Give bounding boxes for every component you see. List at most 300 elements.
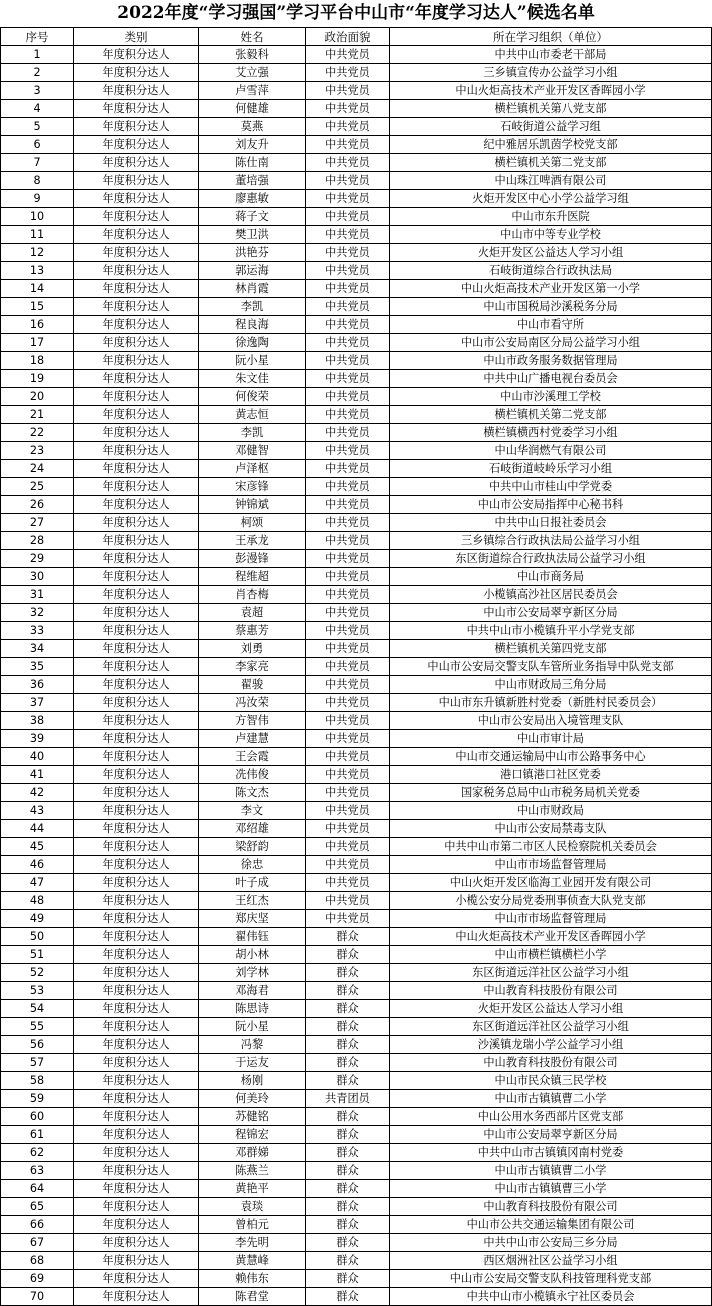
cell-category: 年度积分达人 bbox=[74, 892, 199, 910]
table-row bbox=[1, 388, 712, 406]
cell-name: 刘友升 bbox=[199, 136, 306, 154]
cell-name: 卢泽枢 bbox=[199, 460, 306, 478]
table-row bbox=[1, 874, 712, 892]
cell-political-status: 群众 bbox=[306, 1000, 390, 1018]
cell-name: 李先明 bbox=[199, 1234, 306, 1252]
table-row bbox=[1, 82, 712, 100]
cell-political-status: 中共党员 bbox=[306, 730, 390, 748]
cell-name: 程锦宏 bbox=[199, 1126, 306, 1144]
cell-category: 年度积分达人 bbox=[74, 118, 199, 136]
cell-index: 21 bbox=[1, 406, 74, 424]
cell-name: 赖伟东 bbox=[199, 1270, 306, 1288]
cell-organization: 三乡镇综合行政执法局公益学习小组 bbox=[390, 532, 712, 550]
cell-political-status: 中共党员 bbox=[306, 64, 390, 82]
cell-name: 林肖霞 bbox=[199, 280, 306, 298]
cell-organization: 中共中山广播电视台委员会 bbox=[390, 370, 712, 388]
table-body bbox=[1, 46, 712, 1306]
cell-organization: 中山教育科技股份有限公司 bbox=[390, 1198, 712, 1216]
table-row bbox=[1, 730, 712, 748]
cell-name: 何俊荣 bbox=[199, 388, 306, 406]
cell-organization: 中山市公安局交警支队车管所业务指导中队党支部 bbox=[390, 658, 712, 676]
cell-index: 9 bbox=[1, 190, 74, 208]
cell-political-status: 群众 bbox=[306, 1270, 390, 1288]
cell-index: 70 bbox=[1, 1288, 74, 1306]
cell-political-status: 中共党员 bbox=[306, 640, 390, 658]
cell-category: 年度积分达人 bbox=[74, 622, 199, 640]
cell-name: 陈燕兰 bbox=[199, 1162, 306, 1180]
header-political-status: 政治面貌 bbox=[306, 28, 390, 46]
cell-category: 年度积分达人 bbox=[74, 1000, 199, 1018]
cell-name: 陈仕南 bbox=[199, 154, 306, 172]
cell-name: 阮小星 bbox=[199, 1018, 306, 1036]
cell-index: 42 bbox=[1, 784, 74, 802]
cell-organization: 中山市沙溪理工学校 bbox=[390, 388, 712, 406]
cell-political-status: 群众 bbox=[306, 982, 390, 1000]
cell-organization: 小榄镇高沙社区居民委员会 bbox=[390, 586, 712, 604]
cell-category: 年度积分达人 bbox=[74, 1270, 199, 1288]
table-row bbox=[1, 1234, 712, 1252]
cell-category: 年度积分达人 bbox=[74, 550, 199, 568]
table-row bbox=[1, 226, 712, 244]
cell-name: 程维超 bbox=[199, 568, 306, 586]
cell-category: 年度积分达人 bbox=[74, 352, 199, 370]
cell-organization: 中山市公安局南区分局公益学习小组 bbox=[390, 334, 712, 352]
cell-name: 邓绍雄 bbox=[199, 820, 306, 838]
cell-organization: 三乡镇宣传办公益学习小组 bbox=[390, 64, 712, 82]
cell-name: 梁舒韵 bbox=[199, 838, 306, 856]
cell-political-status: 中共党员 bbox=[306, 208, 390, 226]
cell-organization: 中山教育科技股份有限公司 bbox=[390, 1054, 712, 1072]
candidate-table bbox=[0, 27, 712, 1306]
cell-political-status: 中共党员 bbox=[306, 460, 390, 478]
cell-category: 年度积分达人 bbox=[74, 838, 199, 856]
table-row bbox=[1, 568, 712, 586]
cell-organization: 中山市国税局沙溪税务分局 bbox=[390, 298, 712, 316]
cell-category: 年度积分达人 bbox=[74, 712, 199, 730]
cell-name: 莫燕 bbox=[199, 118, 306, 136]
cell-category: 年度积分达人 bbox=[74, 424, 199, 442]
cell-organization: 中山市政务服务数据管理局 bbox=[390, 352, 712, 370]
table-row bbox=[1, 622, 712, 640]
cell-political-status: 群众 bbox=[306, 1144, 390, 1162]
cell-organization: 中共中山市小榄镇升平小学党支部 bbox=[390, 622, 712, 640]
table-row bbox=[1, 748, 712, 766]
cell-organization: 西区烟洲社区公益学习小组 bbox=[390, 1252, 712, 1270]
cell-index: 60 bbox=[1, 1108, 74, 1126]
cell-index: 40 bbox=[1, 748, 74, 766]
cell-political-status: 中共党员 bbox=[306, 154, 390, 172]
cell-political-status: 中共党员 bbox=[306, 226, 390, 244]
cell-category: 年度积分达人 bbox=[74, 748, 199, 766]
cell-organization: 中山市古镇镇曹二小学 bbox=[390, 1090, 712, 1108]
cell-organization: 中山市财政局 bbox=[390, 802, 712, 820]
cell-political-status: 中共党员 bbox=[306, 406, 390, 424]
cell-category: 年度积分达人 bbox=[74, 208, 199, 226]
cell-category: 年度积分达人 bbox=[74, 874, 199, 892]
cell-organization: 中山市民众镇三民学校 bbox=[390, 1072, 712, 1090]
cell-index: 43 bbox=[1, 802, 74, 820]
cell-index: 30 bbox=[1, 568, 74, 586]
cell-name: 刘学林 bbox=[199, 964, 306, 982]
table-row bbox=[1, 1216, 712, 1234]
cell-name: 陈君堂 bbox=[199, 1288, 306, 1306]
cell-political-status: 中共党员 bbox=[306, 352, 390, 370]
cell-name: 廖惠敏 bbox=[199, 190, 306, 208]
cell-index: 41 bbox=[1, 766, 74, 784]
cell-index: 36 bbox=[1, 676, 74, 694]
cell-category: 年度积分达人 bbox=[74, 856, 199, 874]
cell-category: 年度积分达人 bbox=[74, 316, 199, 334]
cell-category: 年度积分达人 bbox=[74, 928, 199, 946]
cell-political-status: 群众 bbox=[306, 1108, 390, 1126]
cell-category: 年度积分达人 bbox=[74, 136, 199, 154]
cell-category: 年度积分达人 bbox=[74, 730, 199, 748]
cell-name: 宋彦锋 bbox=[199, 478, 306, 496]
cell-political-status: 中共党员 bbox=[306, 244, 390, 262]
table-row bbox=[1, 928, 712, 946]
cell-organization: 中共中山市公安局三乡分局 bbox=[390, 1234, 712, 1252]
cell-political-status: 群众 bbox=[306, 1216, 390, 1234]
cell-political-status: 中共党员 bbox=[306, 478, 390, 496]
table-row bbox=[1, 46, 712, 64]
cell-index: 46 bbox=[1, 856, 74, 874]
cell-political-status: 中共党员 bbox=[306, 550, 390, 568]
cell-category: 年度积分达人 bbox=[74, 406, 199, 424]
cell-name: 卢雪萍 bbox=[199, 82, 306, 100]
cell-index: 28 bbox=[1, 532, 74, 550]
table-row bbox=[1, 1036, 712, 1054]
cell-political-status: 中共党员 bbox=[306, 820, 390, 838]
cell-political-status: 群众 bbox=[306, 1252, 390, 1270]
cell-name: 方智伟 bbox=[199, 712, 306, 730]
cell-political-status: 中共党员 bbox=[306, 514, 390, 532]
cell-organization: 中共中山日报社委员会 bbox=[390, 514, 712, 532]
cell-name: 阮小星 bbox=[199, 352, 306, 370]
cell-index: 56 bbox=[1, 1036, 74, 1054]
cell-organization: 中山市市场监督管理局 bbox=[390, 910, 712, 928]
cell-organization: 横栏镇机关第二党支部 bbox=[390, 406, 712, 424]
cell-index: 22 bbox=[1, 424, 74, 442]
cell-name: 陈思诗 bbox=[199, 1000, 306, 1018]
cell-organization: 中山市中等专业学校 bbox=[390, 226, 712, 244]
table-row bbox=[1, 1054, 712, 1072]
cell-name: 蔡惠芳 bbox=[199, 622, 306, 640]
cell-index: 39 bbox=[1, 730, 74, 748]
table-row bbox=[1, 802, 712, 820]
cell-political-status: 中共党员 bbox=[306, 496, 390, 514]
cell-political-status: 中共党员 bbox=[306, 604, 390, 622]
cell-name: 钟锦斌 bbox=[199, 496, 306, 514]
cell-category: 年度积分达人 bbox=[74, 568, 199, 586]
cell-political-status: 中共党员 bbox=[306, 892, 390, 910]
cell-index: 26 bbox=[1, 496, 74, 514]
cell-index: 1 bbox=[1, 46, 74, 64]
cell-political-status: 群众 bbox=[306, 1018, 390, 1036]
cell-category: 年度积分达人 bbox=[74, 910, 199, 928]
table-row bbox=[1, 1126, 712, 1144]
cell-category: 年度积分达人 bbox=[74, 244, 199, 262]
table-header-row bbox=[1, 28, 712, 46]
cell-index: 15 bbox=[1, 298, 74, 316]
cell-index: 66 bbox=[1, 1216, 74, 1234]
cell-index: 44 bbox=[1, 820, 74, 838]
table-row bbox=[1, 1252, 712, 1270]
table-row bbox=[1, 712, 712, 730]
table-row bbox=[1, 1000, 712, 1018]
cell-category: 年度积分达人 bbox=[74, 784, 199, 802]
cell-index: 20 bbox=[1, 388, 74, 406]
cell-political-status: 中共党员 bbox=[306, 82, 390, 100]
cell-name: 卢建慧 bbox=[199, 730, 306, 748]
cell-category: 年度积分达人 bbox=[74, 676, 199, 694]
table-row bbox=[1, 334, 712, 352]
cell-index: 49 bbox=[1, 910, 74, 928]
cell-political-status: 群众 bbox=[306, 1072, 390, 1090]
cell-political-status: 中共党员 bbox=[306, 118, 390, 136]
cell-organization: 中山市看守所 bbox=[390, 316, 712, 334]
cell-name: 邓海君 bbox=[199, 982, 306, 1000]
table-row bbox=[1, 604, 712, 622]
cell-index: 32 bbox=[1, 604, 74, 622]
cell-index: 13 bbox=[1, 262, 74, 280]
cell-name: 何美玲 bbox=[199, 1090, 306, 1108]
cell-index: 68 bbox=[1, 1252, 74, 1270]
cell-political-status: 中共党员 bbox=[306, 46, 390, 64]
table-row bbox=[1, 244, 712, 262]
cell-category: 年度积分达人 bbox=[74, 694, 199, 712]
table-row bbox=[1, 820, 712, 838]
table-row bbox=[1, 1144, 712, 1162]
cell-organization: 中山市公共交通运输集团有限公司 bbox=[390, 1216, 712, 1234]
cell-name: 黄志恒 bbox=[199, 406, 306, 424]
cell-name: 陈文杰 bbox=[199, 784, 306, 802]
cell-organization: 中山市公安局翠亨新区分局 bbox=[390, 604, 712, 622]
cell-political-status: 中共党员 bbox=[306, 658, 390, 676]
cell-category: 年度积分达人 bbox=[74, 766, 199, 784]
cell-category: 年度积分达人 bbox=[74, 46, 199, 64]
cell-name: 李家亮 bbox=[199, 658, 306, 676]
cell-organization: 沙溪镇龙瑞小学公益学习小组 bbox=[390, 1036, 712, 1054]
table-row bbox=[1, 982, 712, 1000]
cell-organization: 中山市公安局指挥中心秘书科 bbox=[390, 496, 712, 514]
cell-index: 19 bbox=[1, 370, 74, 388]
cell-political-status: 中共党员 bbox=[306, 838, 390, 856]
cell-organization: 横栏镇机关第二党支部 bbox=[390, 154, 712, 172]
cell-name: 樊卫洪 bbox=[199, 226, 306, 244]
table-row bbox=[1, 784, 712, 802]
cell-category: 年度积分达人 bbox=[74, 478, 199, 496]
cell-index: 69 bbox=[1, 1270, 74, 1288]
cell-category: 年度积分达人 bbox=[74, 172, 199, 190]
cell-category: 年度积分达人 bbox=[74, 964, 199, 982]
table-row bbox=[1, 640, 712, 658]
cell-political-status: 中共党员 bbox=[306, 676, 390, 694]
cell-name: 王会霞 bbox=[199, 748, 306, 766]
table-row bbox=[1, 478, 712, 496]
cell-organization: 石岐街道公益学习组 bbox=[390, 118, 712, 136]
cell-name: 袁琰 bbox=[199, 1198, 306, 1216]
cell-organization: 东区街道远洋社区公益学习小组 bbox=[390, 964, 712, 982]
cell-political-status: 中共党员 bbox=[306, 442, 390, 460]
cell-name: 彭漫锋 bbox=[199, 550, 306, 568]
cell-organization: 火炬开发区公益达人学习小组 bbox=[390, 244, 712, 262]
cell-organization: 中共中山市第二市区人民检察院机关委员会 bbox=[390, 838, 712, 856]
cell-category: 年度积分达人 bbox=[74, 1126, 199, 1144]
cell-index: 24 bbox=[1, 460, 74, 478]
cell-index: 54 bbox=[1, 1000, 74, 1018]
table-row bbox=[1, 946, 712, 964]
cell-name: 杨刚 bbox=[199, 1072, 306, 1090]
cell-organization: 中山市市场监督管理局 bbox=[390, 856, 712, 874]
cell-political-status: 群众 bbox=[306, 1198, 390, 1216]
cell-organization: 中山市审计局 bbox=[390, 730, 712, 748]
table-row bbox=[1, 550, 712, 568]
cell-name: 刘勇 bbox=[199, 640, 306, 658]
cell-organization: 中山华润燃气有限公司 bbox=[390, 442, 712, 460]
cell-organization: 东区街道远洋社区公益学习小组 bbox=[390, 1018, 712, 1036]
cell-organization: 中山市古镇镇曹三小学 bbox=[390, 1180, 712, 1198]
cell-category: 年度积分达人 bbox=[74, 1234, 199, 1252]
cell-index: 63 bbox=[1, 1162, 74, 1180]
cell-index: 45 bbox=[1, 838, 74, 856]
cell-political-status: 中共党员 bbox=[306, 622, 390, 640]
table-row bbox=[1, 496, 712, 514]
table-row bbox=[1, 118, 712, 136]
cell-name: 肖杏梅 bbox=[199, 586, 306, 604]
cell-organization: 中山市公安局禁毒支队 bbox=[390, 820, 712, 838]
cell-organization: 中山珠江啤酒有限公司 bbox=[390, 172, 712, 190]
cell-organization: 纪中雅居乐凯茵学校党支部 bbox=[390, 136, 712, 154]
table-row bbox=[1, 1162, 712, 1180]
cell-political-status: 群众 bbox=[306, 946, 390, 964]
cell-political-status: 中共党员 bbox=[306, 424, 390, 442]
table-row bbox=[1, 1270, 712, 1288]
cell-category: 年度积分达人 bbox=[74, 496, 199, 514]
cell-name: 李凯 bbox=[199, 424, 306, 442]
cell-category: 年度积分达人 bbox=[74, 1216, 199, 1234]
cell-organization: 火炬开发区公益达人学习小组 bbox=[390, 1000, 712, 1018]
table-row bbox=[1, 208, 712, 226]
cell-organization: 横栏镇横西村党委学习小组 bbox=[390, 424, 712, 442]
cell-name: 李文 bbox=[199, 802, 306, 820]
cell-index: 7 bbox=[1, 154, 74, 172]
cell-organization: 中山火炬开发区临海工业园开发有限公司 bbox=[390, 874, 712, 892]
cell-organization: 中山火炬高技术产业开发区第一小学 bbox=[390, 280, 712, 298]
table-row bbox=[1, 352, 712, 370]
cell-category: 年度积分达人 bbox=[74, 100, 199, 118]
cell-category: 年度积分达人 bbox=[74, 226, 199, 244]
cell-name: 董培强 bbox=[199, 172, 306, 190]
cell-organization: 港口镇港口社区党委 bbox=[390, 766, 712, 784]
cell-category: 年度积分达人 bbox=[74, 586, 199, 604]
table-row bbox=[1, 280, 712, 298]
cell-organization: 中山教育科技股份有限公司 bbox=[390, 982, 712, 1000]
table-row bbox=[1, 910, 712, 928]
table-row bbox=[1, 100, 712, 118]
cell-organization: 石岐街道综合行政执法局 bbox=[390, 262, 712, 280]
table-row bbox=[1, 1108, 712, 1126]
cell-name: 邓群娣 bbox=[199, 1144, 306, 1162]
cell-category: 年度积分达人 bbox=[74, 1252, 199, 1270]
cell-index: 6 bbox=[1, 136, 74, 154]
cell-organization: 中山市东升镇新胜村党委（新胜村民委员会） bbox=[390, 694, 712, 712]
cell-index: 48 bbox=[1, 892, 74, 910]
table-row bbox=[1, 1072, 712, 1090]
cell-name: 黄艳平 bbox=[199, 1180, 306, 1198]
cell-index: 35 bbox=[1, 658, 74, 676]
cell-category: 年度积分达人 bbox=[74, 154, 199, 172]
document-title: 2022年度“学习强国”学习平台中山市“年度学习达人”候选名单 bbox=[117, 3, 595, 23]
table-row bbox=[1, 64, 712, 82]
cell-name: 李凯 bbox=[199, 298, 306, 316]
cell-name: 于运友 bbox=[199, 1054, 306, 1072]
cell-political-status: 中共党员 bbox=[306, 802, 390, 820]
cell-category: 年度积分达人 bbox=[74, 1180, 199, 1198]
cell-organization: 中山市公安局翠亨新区分局 bbox=[390, 1126, 712, 1144]
cell-political-status: 群众 bbox=[306, 964, 390, 982]
cell-index: 47 bbox=[1, 874, 74, 892]
cell-category: 年度积分达人 bbox=[74, 460, 199, 478]
cell-category: 年度积分达人 bbox=[74, 532, 199, 550]
cell-political-status: 中共党员 bbox=[306, 334, 390, 352]
cell-political-status: 群众 bbox=[306, 1162, 390, 1180]
cell-organization: 横栏镇机关第八党支部 bbox=[390, 100, 712, 118]
cell-political-status: 中共党员 bbox=[306, 100, 390, 118]
cell-organization: 中共中山市桂山中学党委 bbox=[390, 478, 712, 496]
cell-political-status: 中共党员 bbox=[306, 298, 390, 316]
table-row bbox=[1, 694, 712, 712]
cell-political-status: 群众 bbox=[306, 1036, 390, 1054]
cell-index: 31 bbox=[1, 586, 74, 604]
cell-category: 年度积分达人 bbox=[74, 82, 199, 100]
table-row bbox=[1, 676, 712, 694]
cell-organization: 中共中山市委老干部局 bbox=[390, 46, 712, 64]
cell-organization: 中山市古镇镇曹二小学 bbox=[390, 1162, 712, 1180]
cell-political-status: 中共党员 bbox=[306, 586, 390, 604]
cell-organization: 中山市财政局三角分局 bbox=[390, 676, 712, 694]
cell-political-status: 中共党员 bbox=[306, 766, 390, 784]
cell-political-status: 中共党员 bbox=[306, 316, 390, 334]
cell-category: 年度积分达人 bbox=[74, 1144, 199, 1162]
table-row bbox=[1, 856, 712, 874]
cell-name: 何健雄 bbox=[199, 100, 306, 118]
cell-index: 38 bbox=[1, 712, 74, 730]
table-row bbox=[1, 514, 712, 532]
cell-category: 年度积分达人 bbox=[74, 1162, 199, 1180]
cell-name: 郑庆坚 bbox=[199, 910, 306, 928]
cell-organization: 中山市公安局交警支队科技管理科党支部 bbox=[390, 1270, 712, 1288]
cell-political-status: 中共党员 bbox=[306, 910, 390, 928]
cell-category: 年度积分达人 bbox=[74, 604, 199, 622]
cell-organization: 中山市交通运输局中山市公路事务中心 bbox=[390, 748, 712, 766]
cell-political-status: 中共党员 bbox=[306, 874, 390, 892]
cell-category: 年度积分达人 bbox=[74, 190, 199, 208]
cell-index: 50 bbox=[1, 928, 74, 946]
cell-name: 徐逸陶 bbox=[199, 334, 306, 352]
cell-index: 5 bbox=[1, 118, 74, 136]
cell-name: 王红杰 bbox=[199, 892, 306, 910]
cell-name: 曾柏元 bbox=[199, 1216, 306, 1234]
cell-category: 年度积分达人 bbox=[74, 298, 199, 316]
cell-index: 58 bbox=[1, 1072, 74, 1090]
cell-political-status: 中共党员 bbox=[306, 190, 390, 208]
cell-category: 年度积分达人 bbox=[74, 658, 199, 676]
cell-index: 64 bbox=[1, 1180, 74, 1198]
cell-name: 艾立强 bbox=[199, 64, 306, 82]
table-row bbox=[1, 442, 712, 460]
cell-organization: 中共中山市古镇镇冈南村党委 bbox=[390, 1144, 712, 1162]
cell-category: 年度积分达人 bbox=[74, 280, 199, 298]
